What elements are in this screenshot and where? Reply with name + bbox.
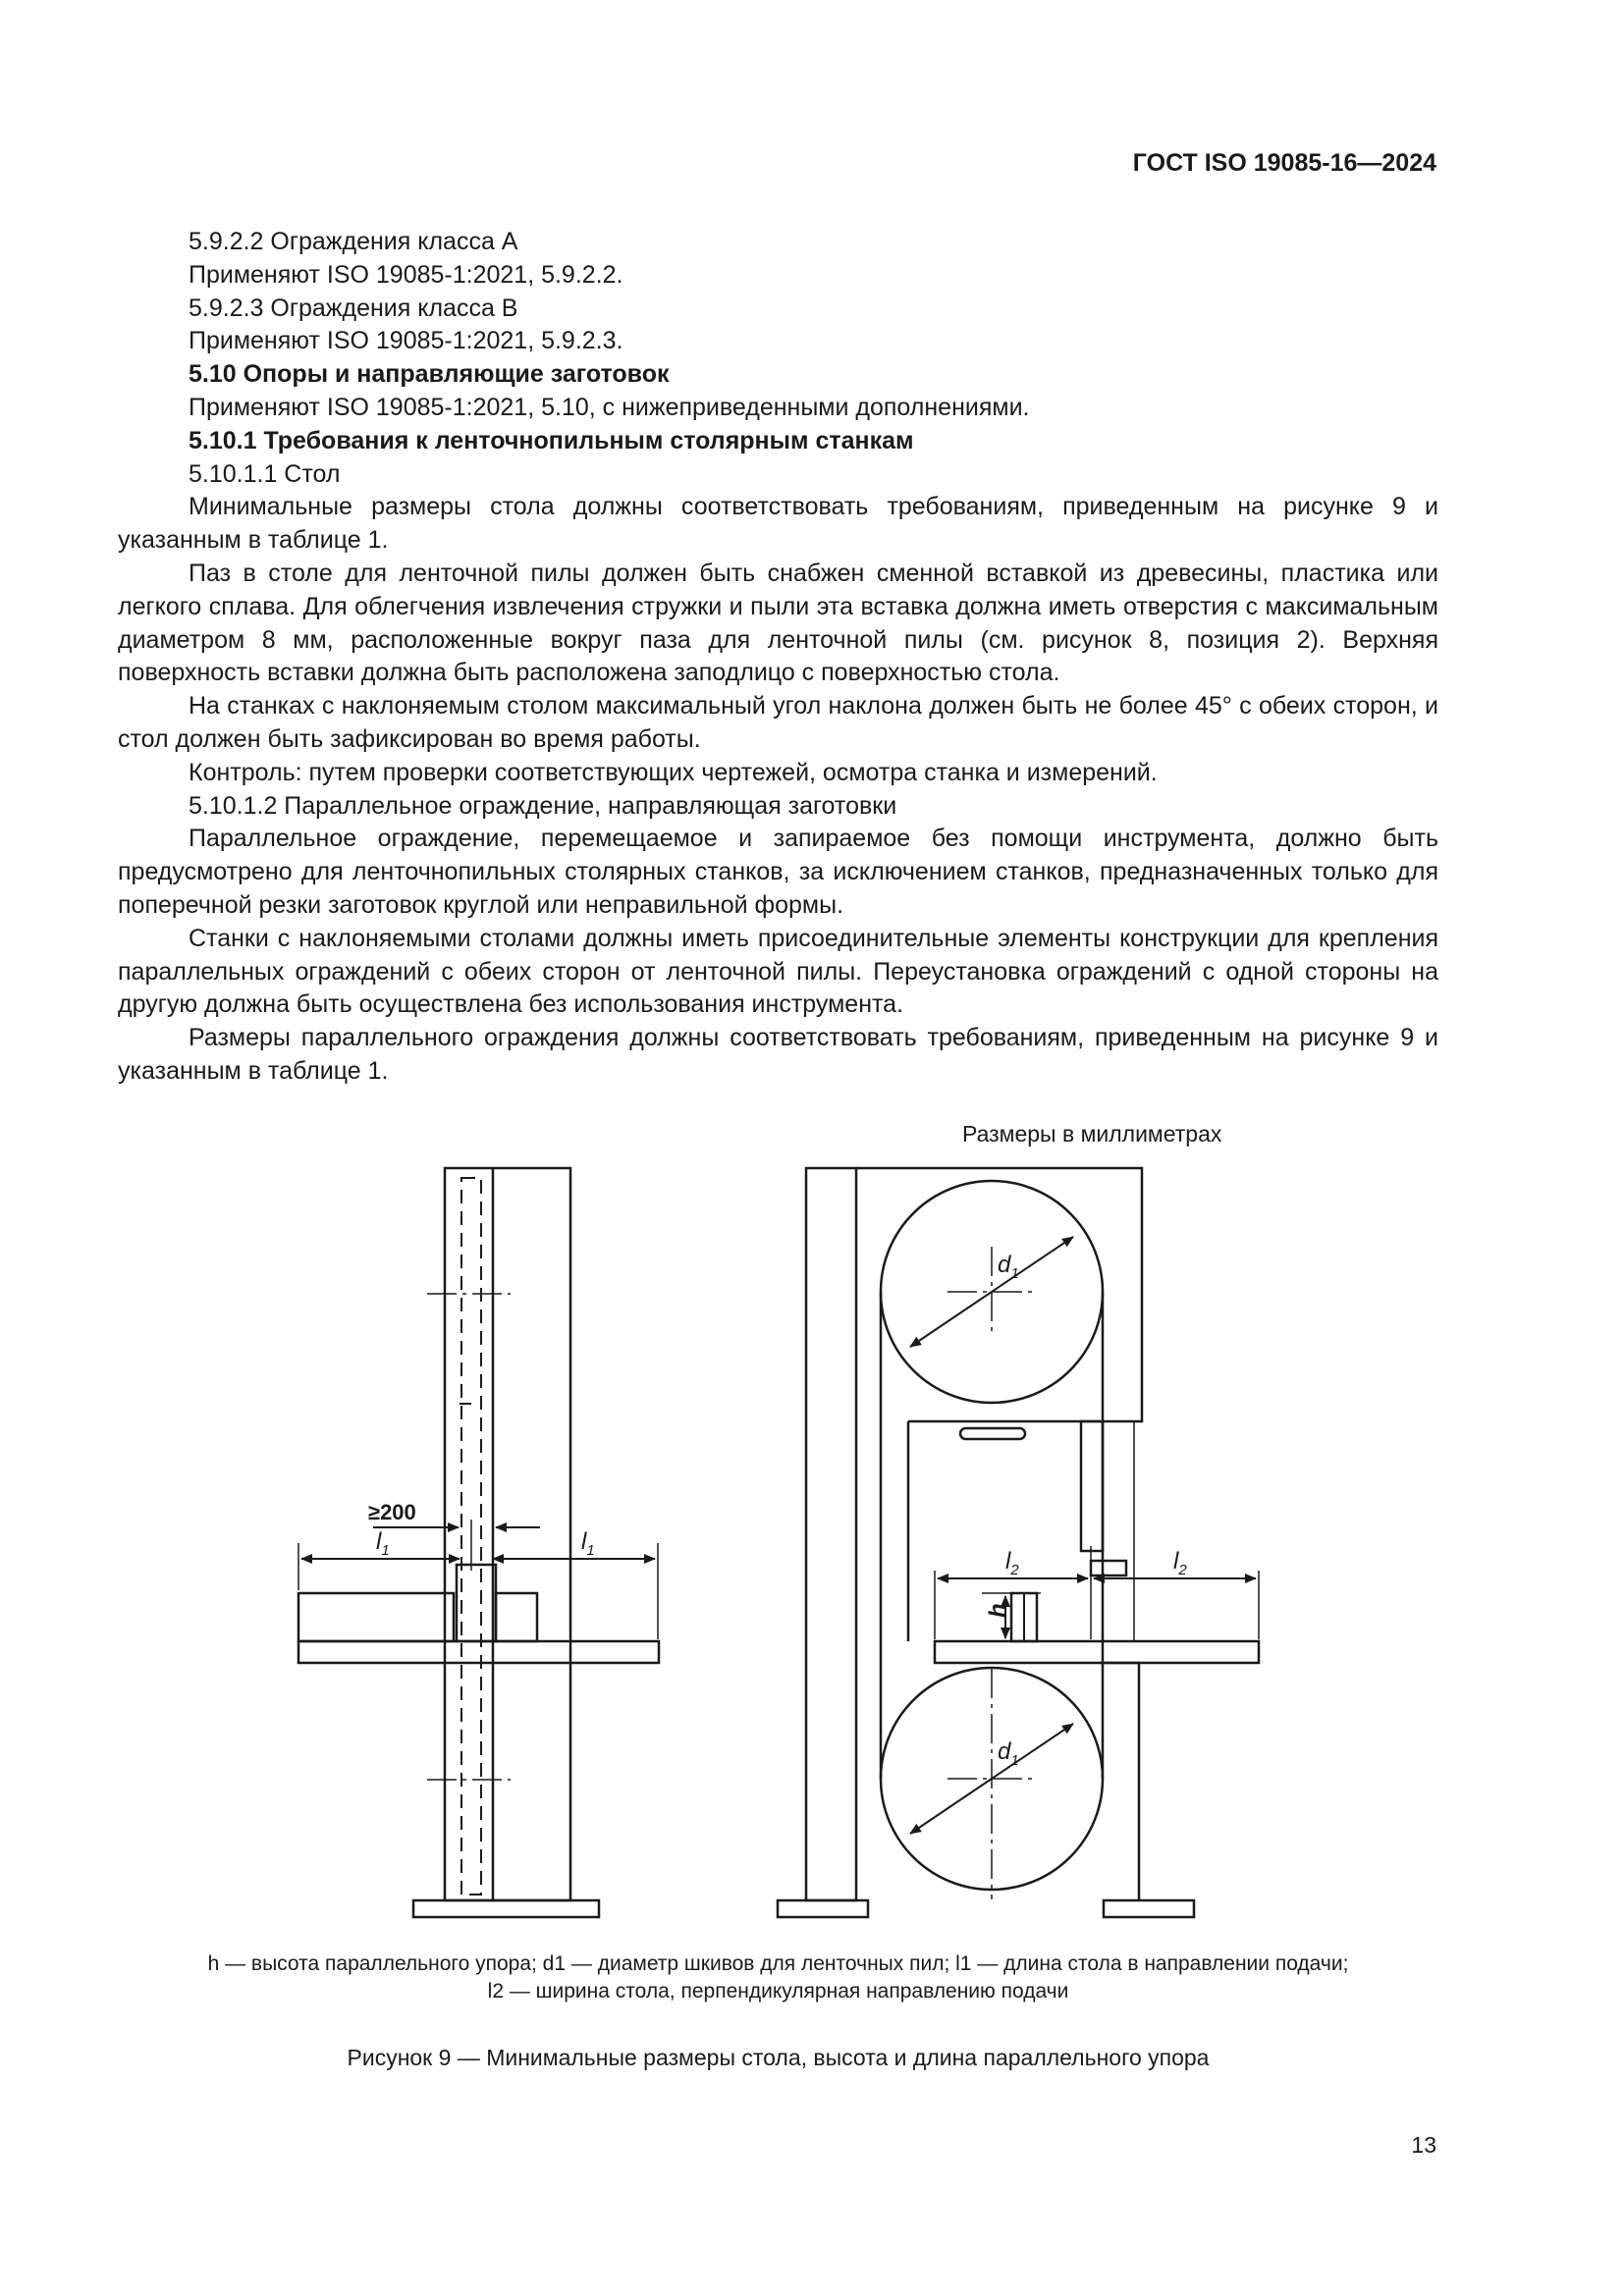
paragraph: Размеры параллельного ограждения должны соответствовать требованиям, приведенным на рисунке 9 и указанным в таблице 1.	[118, 1024, 1438, 1085]
lower-housing	[1100, 1663, 1139, 1900]
page-number: 13	[1411, 2132, 1436, 2158]
guide-post	[1081, 1421, 1103, 1551]
side-view	[298, 1168, 659, 1917]
workpiece-left	[298, 1593, 454, 1641]
dim-l1-left: $l_1$	[376, 1528, 390, 1559]
paragraph: Станки с наклоняемыми столами должны иметь присоединительные элементы конструкции для крепления параллельных ограждений с обеих сторон от ленточной пилы. Переустановка ограждений с одной стороны на другую должна быть осуществлена без использования инструмента.	[118, 924, 1438, 1019]
housing-slot	[960, 1428, 1025, 1439]
clause-5-10-1-2: 5.10.1.2 Параллельное ограждение, направляющая заготовки	[189, 791, 897, 820]
paragraph: Паз в столе для ленточной пилы должен быть снабжен сменной вставкой из древесины, пластика или легкого сплава. Для облегчения извлечения стружки и пыли эта вставка должна иметь отверстия с максимальным диаметром 8 мм, расположенные вокруг паза для ленточной пилы (см. рисунок 8, позиция 2). Верхняя поверхность вставки должна быть расположена заподлицо с поверхностью стола.	[118, 559, 1438, 687]
units-note: Размеры в миллиметрах	[962, 1121, 1222, 1147]
base-front-left	[778, 1900, 868, 1917]
legend-line: h — высота параллельного упора; d1 — диаметр шкивов для ленточных пил; l1 — длина стола в направлении подачи;	[207, 1952, 1349, 1975]
dim-l1-right: $l_1$	[581, 1528, 595, 1559]
clause-5-9-2-3: 5.9.2.3 Ограждения класса В	[189, 294, 518, 322]
paragraph: Параллельное ограждение, перемещаемое и запираемое без помощи инструмента, должно быть предусмотрено для ленточнопильных столярных станков, за исключением станков, предназначенных только для поперечной резки заготовок круглой или неправильной формы.	[118, 825, 1438, 919]
upper-housing	[856, 1168, 1142, 1421]
figure-caption: Рисунок 9 — Минимальные размеры стола, высота и длина параллельного упора	[347, 2045, 1210, 2070]
paragraph: Контроль: путем проверки соответствующих чертежей, осмотра станка и измерений.	[189, 758, 1158, 786]
clause-5-9-2-2: 5.9.2.2 Ограждения класса А	[189, 228, 518, 255]
dim-min-gap: ≥200	[368, 1500, 416, 1524]
blade-guide	[1091, 1561, 1126, 1575]
frame-column	[806, 1168, 856, 1900]
paragraph: Применяют ISO 19085-1:2021, 5.9.2.2.	[189, 260, 623, 289]
dim-l2-right: $l_2$	[1173, 1548, 1187, 1578]
legend-line: l2 — ширина стола, перпендикулярная направлению подачи	[487, 1980, 1069, 2002]
column-body	[445, 1168, 570, 1900]
figure-legend	[118, 1950, 1438, 2005]
section-heading-5-10: 5.10 Опоры и направляющие заготовок	[189, 360, 670, 389]
paragraph: Применяют ISO 19085-1:2021, 5.10, с нижеприведенными дополнениями.	[189, 393, 1030, 421]
base-front-right	[1104, 1900, 1194, 1917]
dim-h: h	[985, 1603, 1011, 1618]
document-header: ГОСТ ISO 19085-16—2024	[1132, 149, 1436, 177]
workpiece-right	[496, 1593, 537, 1641]
paragraph: На станках с наклоняемым столом максимальный угол наклона должен быть не более 45° с обеих сторон, и стол должен быть зафиксирован во время работы.	[118, 692, 1438, 753]
dim-d1-upper: $d_1$	[998, 1252, 1019, 1282]
dim-d1-lower: $d_1$	[998, 1738, 1019, 1769]
section-heading-5-10-1: 5.10.1 Требования к ленточнопильным столярным станкам	[189, 426, 914, 454]
table-side	[298, 1641, 659, 1663]
dim-l2-left: $l_2$	[1005, 1548, 1019, 1578]
paragraph: Минимальные размеры стола должны соответствовать требованиям, приведенным на рисунке 9 и указанным в таблице 1.	[118, 493, 1438, 555]
table-front	[935, 1641, 1259, 1663]
clause-5-10-1-1: 5.10.1.1 Стол	[189, 459, 341, 488]
paragraph: Применяют ISO 19085-1:2021, 5.9.2.3.	[189, 327, 623, 355]
base-side	[413, 1900, 599, 1917]
